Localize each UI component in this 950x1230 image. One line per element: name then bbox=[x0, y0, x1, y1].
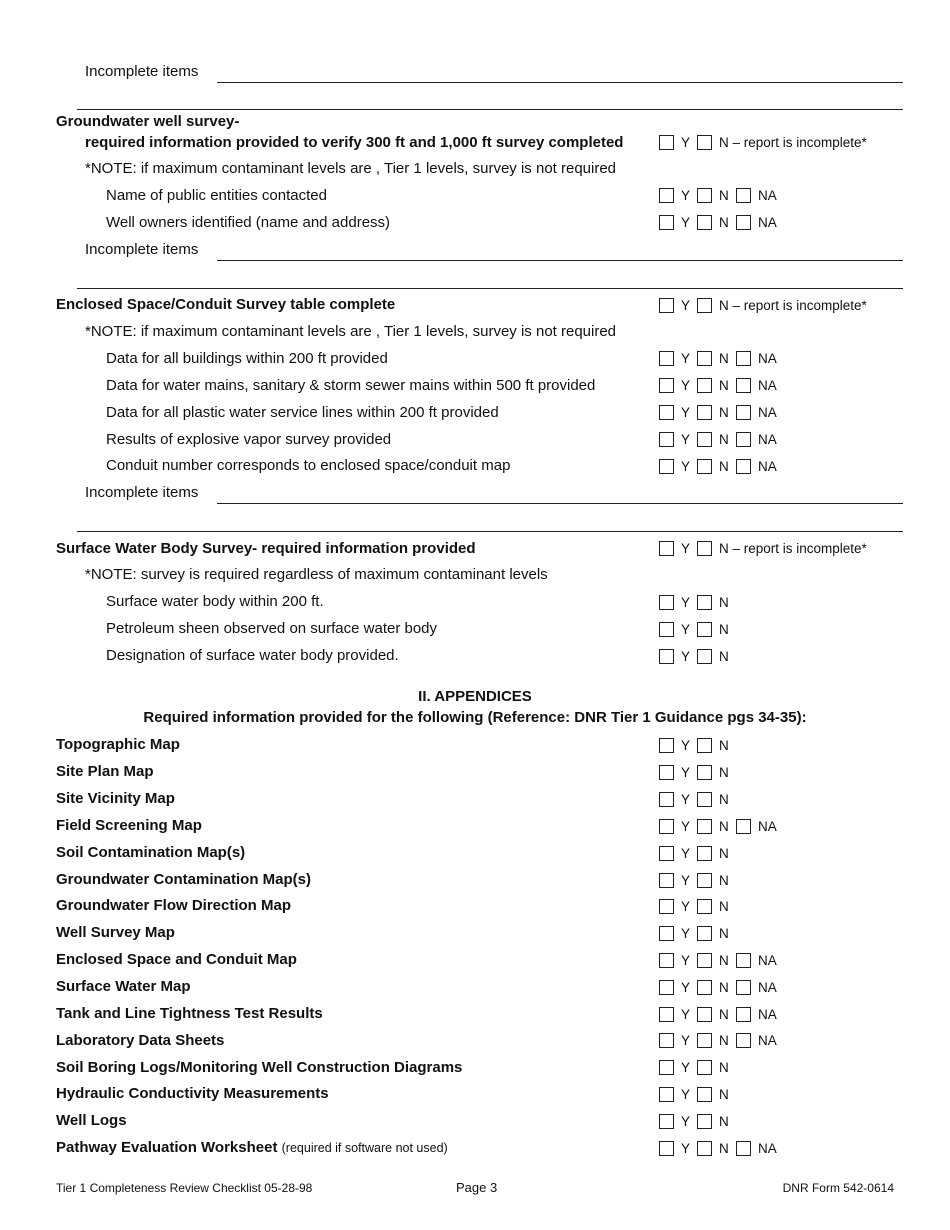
checkbox[interactable] bbox=[659, 135, 674, 150]
checkbox[interactable] bbox=[659, 298, 674, 313]
incomplete-items-field[interactable] bbox=[217, 503, 903, 504]
checkbox-n[interactable] bbox=[697, 1007, 712, 1022]
checkbox-y[interactable] bbox=[659, 765, 674, 780]
footer-form-number: DNR Form 542-0614 bbox=[782, 1181, 894, 1195]
checkbox-na[interactable] bbox=[736, 953, 751, 968]
checkbox-y[interactable] bbox=[659, 873, 674, 888]
enclosed-note: *NOTE: if maximum contaminant levels are , Tier 1 levels, survey is not required bbox=[85, 323, 617, 340]
checkbox-n[interactable] bbox=[697, 899, 712, 914]
checkbox-n[interactable] bbox=[697, 846, 712, 861]
checkbox-n[interactable] bbox=[697, 1033, 712, 1048]
checkbox-y[interactable] bbox=[659, 432, 674, 447]
checkbox-y[interactable] bbox=[659, 846, 674, 861]
appendix-item: Field Screening Map bbox=[56, 817, 202, 834]
checkbox-na[interactable] bbox=[736, 980, 751, 995]
groundwater-note: *NOTE: if maximum contaminant levels are , Tier 1 levels, survey is not required bbox=[85, 160, 617, 177]
checkbox-y[interactable] bbox=[659, 899, 674, 914]
checkbox-n[interactable] bbox=[697, 215, 712, 230]
checkbox-n[interactable] bbox=[697, 649, 712, 664]
checkbox-y[interactable] bbox=[659, 405, 674, 420]
section-divider bbox=[77, 109, 903, 110]
incomplete-items-label: Incomplete items bbox=[85, 241, 199, 258]
checkbox[interactable] bbox=[659, 541, 674, 556]
appendices-subheading: Required information provided for the following (Reference: DNR Tier 1 Guidance pgs 34-35): bbox=[143, 709, 807, 726]
incomplete-items-field[interactable] bbox=[217, 82, 903, 83]
checkbox-y[interactable] bbox=[659, 649, 674, 664]
checkbox-y[interactable] bbox=[659, 738, 674, 753]
checklist-item: Designation of surface water body provided. bbox=[106, 647, 399, 664]
checkbox[interactable] bbox=[697, 298, 712, 313]
appendix-item-pathway: Pathway Evaluation Worksheet (required if software not used) bbox=[56, 1139, 448, 1156]
checklist-item: Petroleum sheen observed on surface water body bbox=[106, 620, 438, 637]
checkbox-y[interactable] bbox=[659, 1007, 674, 1022]
checkbox-na[interactable] bbox=[736, 1141, 751, 1156]
incomplete-items-label: Incomplete items bbox=[85, 63, 199, 80]
checkbox-na[interactable] bbox=[736, 405, 751, 420]
appendix-item: Groundwater Contamination Map(s) bbox=[56, 871, 311, 888]
appendix-item: Groundwater Flow Direction Map bbox=[56, 897, 292, 914]
checkbox-y[interactable] bbox=[659, 188, 674, 203]
footer-form-title: Tier 1 Completeness Review Checklist 05-28-98 bbox=[56, 1181, 313, 1195]
checklist-item: Conduit number corresponds to enclosed space/conduit map bbox=[106, 457, 511, 474]
appendix-item: Site Vicinity Map bbox=[56, 790, 175, 807]
appendix-item: Laboratory Data Sheets bbox=[56, 1032, 225, 1049]
checkbox-n[interactable] bbox=[697, 765, 712, 780]
checkbox-na[interactable] bbox=[736, 215, 751, 230]
checkbox-n[interactable] bbox=[697, 873, 712, 888]
appendix-item-note: (required if software not used) bbox=[281, 1141, 448, 1155]
checkbox-n[interactable] bbox=[697, 980, 712, 995]
checkbox-n[interactable] bbox=[697, 459, 712, 474]
checkbox-n[interactable] bbox=[697, 1114, 712, 1129]
checkbox-n[interactable] bbox=[697, 188, 712, 203]
checkbox-n[interactable] bbox=[697, 1060, 712, 1075]
checklist-item: Data for all buildings within 200 ft provided bbox=[106, 350, 388, 367]
checkbox-na[interactable] bbox=[736, 1033, 751, 1048]
checkbox-na[interactable] bbox=[736, 459, 751, 474]
surface-note: *NOTE: survey is required regardless of maximum contaminant levels bbox=[85, 566, 548, 583]
checkbox-y[interactable] bbox=[659, 792, 674, 807]
checkbox-na[interactable] bbox=[736, 351, 751, 366]
checkbox-n[interactable] bbox=[697, 819, 712, 834]
checkbox-n[interactable] bbox=[697, 351, 712, 366]
section-divider bbox=[77, 531, 903, 532]
checklist-item: Surface water body within 200 ft. bbox=[106, 593, 324, 610]
checkbox-na[interactable] bbox=[736, 432, 751, 447]
checklist-item: Well owners identified (name and address) bbox=[106, 214, 391, 231]
appendix-item: Hydraulic Conductivity Measurements bbox=[56, 1085, 329, 1102]
checkbox-y[interactable] bbox=[659, 1114, 674, 1129]
checklist-item: Data for water mains, sanitary & storm sewer mains within 500 ft provided bbox=[106, 377, 596, 394]
checkbox[interactable] bbox=[697, 135, 712, 150]
checkbox-na[interactable] bbox=[736, 188, 751, 203]
appendix-item: Tank and Line Tightness Test Results bbox=[56, 1005, 323, 1022]
appendix-item: Site Plan Map bbox=[56, 763, 154, 780]
surface-survey-title: Surface Water Body Survey- required information provided bbox=[56, 540, 476, 557]
checkbox-y[interactable] bbox=[659, 1033, 674, 1048]
checkbox-y[interactable] bbox=[659, 926, 674, 941]
checkbox-n[interactable] bbox=[697, 595, 712, 610]
checkbox-n[interactable] bbox=[697, 432, 712, 447]
checkbox-y[interactable] bbox=[659, 953, 674, 968]
appendices-heading: II. APPENDICES bbox=[418, 688, 532, 705]
appendix-item: Soil Contamination Map(s) bbox=[56, 844, 246, 861]
appendix-item: Topographic Map bbox=[56, 736, 180, 753]
checkbox-y[interactable] bbox=[659, 980, 674, 995]
incomplete-items-label: Incomplete items bbox=[85, 484, 199, 501]
enclosed-survey-title: Enclosed Space/Conduit Survey table complete bbox=[56, 296, 396, 313]
checkbox-n[interactable] bbox=[697, 622, 712, 637]
appendix-item: Well Logs bbox=[56, 1112, 127, 1129]
checkbox-na[interactable] bbox=[736, 819, 751, 834]
checkbox-y[interactable] bbox=[659, 215, 674, 230]
checkbox-y[interactable] bbox=[659, 595, 674, 610]
checkbox-y[interactable] bbox=[659, 1060, 674, 1075]
checklist-item: Results of explosive vapor survey provided bbox=[106, 431, 392, 448]
checkbox-y[interactable] bbox=[659, 819, 674, 834]
checkbox-n[interactable] bbox=[697, 1087, 712, 1102]
checkbox-y[interactable] bbox=[659, 459, 674, 474]
checkbox[interactable] bbox=[697, 541, 712, 556]
checkbox-n[interactable] bbox=[697, 405, 712, 420]
checkbox-n[interactable] bbox=[697, 953, 712, 968]
groundwater-survey-subtitle: required information provided to verify 300 ft and 1,000 ft survey completed bbox=[85, 134, 624, 151]
checklist-item: Name of public entities contacted bbox=[106, 187, 327, 204]
appendix-item: Surface Water Map bbox=[56, 978, 191, 995]
checkbox-n[interactable] bbox=[697, 1141, 712, 1156]
checkbox-y[interactable] bbox=[659, 1087, 674, 1102]
checkbox-y[interactable] bbox=[659, 378, 674, 393]
checklist-item: Data for all plastic water service lines within 200 ft provided bbox=[106, 404, 499, 421]
checkbox-n[interactable] bbox=[697, 738, 712, 753]
checkbox-n[interactable] bbox=[697, 926, 712, 941]
checkbox-na[interactable] bbox=[736, 1007, 751, 1022]
checkbox-n[interactable] bbox=[697, 378, 712, 393]
incomplete-items-field[interactable] bbox=[217, 260, 903, 261]
groundwater-survey-title: Groundwater well survey- bbox=[56, 113, 240, 130]
checkbox-y[interactable] bbox=[659, 1141, 674, 1156]
appendix-item: Soil Boring Logs/Monitoring Well Construction Diagrams bbox=[56, 1059, 463, 1076]
footer-page-number: Page 3 bbox=[456, 1180, 498, 1195]
checkbox-na[interactable] bbox=[736, 378, 751, 393]
appendix-item: Enclosed Space and Conduit Map bbox=[56, 951, 297, 968]
appendix-item: Well Survey Map bbox=[56, 924, 175, 941]
checkbox-n[interactable] bbox=[697, 792, 712, 807]
checkbox-y[interactable] bbox=[659, 622, 674, 637]
checkbox-y[interactable] bbox=[659, 351, 674, 366]
section-divider bbox=[77, 288, 903, 289]
